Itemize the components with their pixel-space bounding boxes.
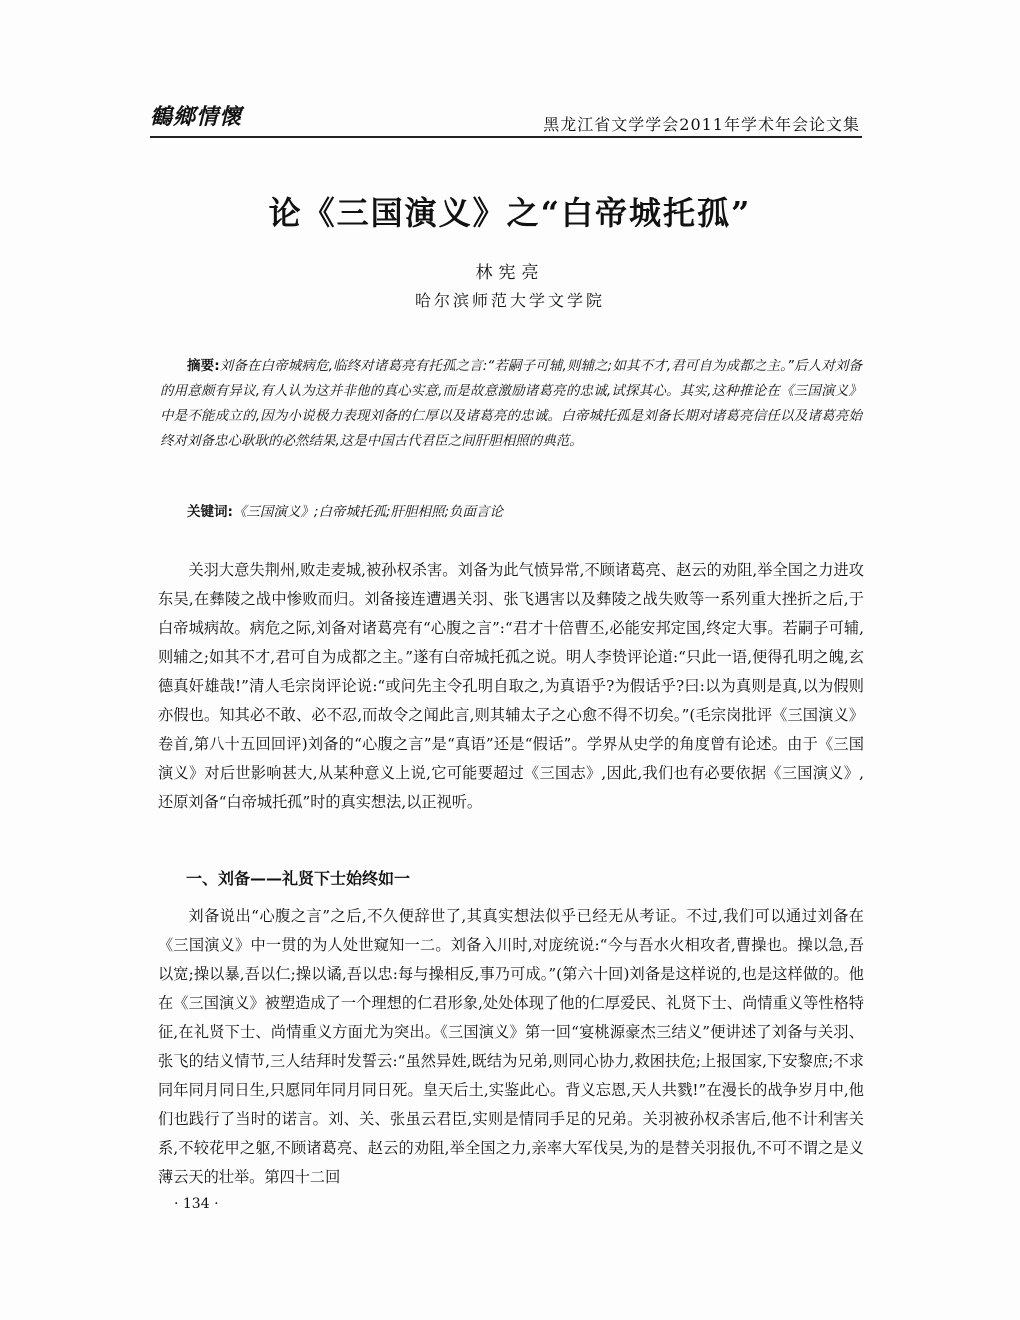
body-paragraph: 关羽大意失荆州,败走麦城,被孙权杀害。刘备为此气愤异常,不顾诸葛亮、赵云的劝阻,举全国之力进攻东吴,在彝陵之战中惨败而归。刘备接连遭遇关羽、张飞遇害以及彝陵之战失败等一系列重大挫折之后,于白帝城病故。病危之际,刘备对诸葛亮有“心腹之言”:“君才十倍曹丕,必能安邦定国,终定大事。若嗣子可辅,则辅之;如其不才,君可自为成都之主。”遂有白帝城托孤之说。明人李贽评论道:“只此一语,便得孔明之魄,玄德真奸雄哉!”清人毛宗岗评论说:“或问先主令孔明自取之,为真语乎?为假话乎?曰:以为真则是真,以为假则亦假也。知其必不敢、必不忍,而故令之闻此言,则其辅太子之心愈不得不切矣。”(毛宗岗批评《三国演义》卷首,第八十五回回评)刘备的“心腹之言”是“真语”还是“假话”。学界从史学的角度曾有论述。由于《三国演义》对后世影响甚大,从某种意义上说,它可能要超过《三国志》,因此,我们也有必要依据《三国演义》,还原刘备“白帝城托孤”时的真实想法,以正视听。 [158,561,864,811]
abstract [160,354,862,454]
article-title: 论《三国演义》之“白帝城托孤” [268,194,752,232]
keywords [160,500,862,525]
author-name: 林宪亮 [475,263,545,283]
header-rule [150,136,862,138]
journal-logo: 鶴鄉情懷 [150,104,243,130]
body-paragraph: 刘备说出“心腹之言”之后,不久便辞世了,其真实想法似乎已经无从考证。不过,我们可以通过刘备在《三国演义》中一贯的为人处世窥知一二。刘备入川时,对庞统说:“今与吾水火相攻者,曹操也。操以急,吾以宽;操以暴,吾以仁;操以谲,吾以忠:每与操相反,事乃可成。”(第六十回)刘备是这样说的,也是这样做的。他在《三国演义》被塑造成了一个理想的仁君形象,处处体现了他的仁厚爱民、礼贤下士、尚情重义等性格特征,在礼贤下士、尚情重义方面尤为突出。《三国演义》第一回“宴桃源豪杰三结义”便讲述了刘备与关羽、张飞的结义情节,三人结拜时发誓云:“虽然异姓,既结为兄弟,则同心协力,救困扶危;上报国家,下安黎庶;不求同年同月同日生,只愿同年同月同日死。皇天后土,实鉴此心。背义忘恩,天人共戮!”在漫长的战争岁月中,他们也践行了当时的诺言。刘、关、张虽云君臣,实则是情同手足的兄弟。关羽被孙权杀害后,他不计利害关系,不较花甲之躯,不顾诸葛亮、赵云的劝阻,举全国之力,亲率大军伐吴,为的是替关羽报仇,不可不谓之是义薄云天的壮举。第四十二回 [158,907,864,1186]
author-affiliation: 哈尔滨师范大学文学院 [414,291,605,310]
keywords-text: 《三国演义》;白帝城托孤;肝胆相照;负面言论 [232,504,504,520]
page-number: · 134 · [174,1196,219,1212]
section-heading: 一、刘备——礼贤下士始终如一 [186,869,411,888]
keywords-label: 关键词: [187,504,233,520]
abstract-text: 刘备在白帝城病危,临终对诸葛亮有托孤之言:“若嗣子可辅,则辅之;如其不才,君可自为成都之主。”后人对刘备的用意颇有异议,有人认为这并非他的真心实意,而是故意激励诸葛亮的忠诚,试探其心。其实,这种推论在《三国演义》中是不能成立的,因为小说极力表现刘备的仁厚以及诸葛亮的忠诚。白帝城托孤是刘备长期对诸葛亮信任以及诸葛亮始终对刘备忠心耿耿的必然结果,这是中国古代君臣之间肝胆相照的典范。 [160,358,862,449]
abstract-label: 摘要: [187,358,220,374]
journal-name: 黑龙江省文学学会2011年学术年会论文集 [543,115,860,134]
